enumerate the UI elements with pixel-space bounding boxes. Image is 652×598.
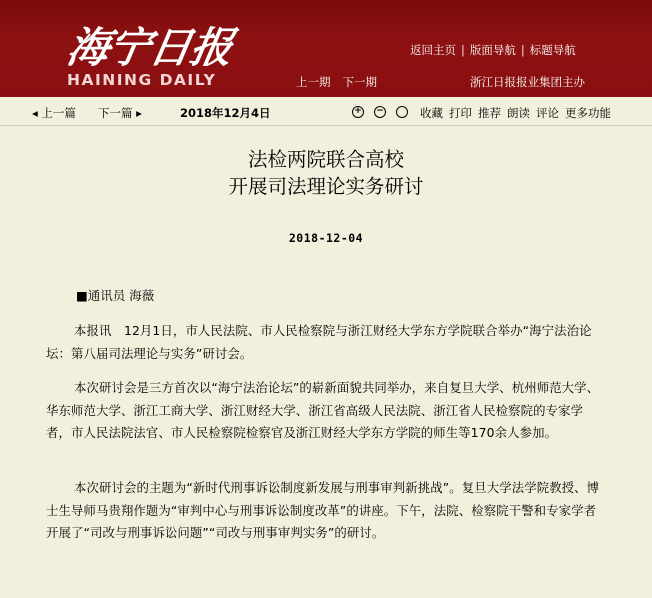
nav-separator: | — [520, 43, 525, 57]
favorite-button[interactable]: 收藏 — [420, 106, 443, 120]
zoom-out-icon[interactable]: − — [374, 106, 386, 118]
article-paragraph — [46, 377, 603, 445]
top-nav — [410, 42, 650, 58]
zoom-in-icon[interactable]: + — [352, 106, 364, 118]
nav-separator: | — [461, 43, 465, 57]
next-issue-link[interactable]: 下一期 — [342, 75, 377, 89]
title-line-2: 开展司法理论实务研讨 — [228, 175, 424, 198]
recommend-button[interactable]: 推荐 — [478, 106, 501, 120]
nav-home-link[interactable]: 返回主页 — [410, 43, 456, 57]
print-button[interactable]: 打印 — [449, 106, 472, 120]
article-paragraph — [46, 320, 603, 365]
comment-button[interactable]: 评论 — [536, 106, 559, 120]
article-title — [0, 146, 652, 200]
article-date: 2018-12-04 — [288, 231, 364, 245]
logo-chinese: 海宁日报 — [63, 22, 237, 72]
issue-date: 2018年12月4日 — [180, 106, 271, 120]
haining-daily-logo[interactable] — [0, 0, 300, 97]
article-tools — [420, 105, 611, 121]
masthead — [0, 0, 652, 97]
zoom-reset-icon[interactable] — [396, 106, 408, 118]
nav-layout-link[interactable]: 版面导航 — [469, 43, 516, 57]
paragraph-text: 本报讯 12月1日，市人民法院、市人民检察院与浙江财经大学东方学院联合举办“海宁法治论坛：第八届司法理论与实务”研讨会。 — [46, 323, 592, 361]
next-article-link[interactable]: 下一篇 ▸ — [98, 106, 142, 120]
issue-nav — [296, 74, 377, 90]
article-paragraph — [46, 477, 603, 545]
prev-article-link[interactable]: ◂ 上一篇 — [32, 106, 76, 120]
prev-issue-link[interactable]: 上一期 — [296, 75, 331, 89]
article-toolbar — [0, 97, 652, 126]
read-aloud-button[interactable]: 朗读 — [507, 106, 530, 120]
title-line-1: 法检两院联合高校 — [247, 148, 404, 171]
publisher-link[interactable]: 浙江日报报业集团主办 — [470, 75, 585, 89]
nav-titles-link[interactable]: 标题导航 — [529, 43, 576, 57]
paragraph-text: 本次研讨会是三方首次以“海宁法治论坛”的崭新面貌共同举办，来自复旦大学、杭州师范大学、华东师范大学、浙江工商大学、浙江财经大学、浙江省高级人民法院、浙江省人民检察院的专家学者，市人民法院法官、市人民检察院检察官及浙江财经大学东方学院的师生等170余人参加。 — [46, 380, 600, 441]
paragraph-text: 本次研讨会的主题为“新时代刑事诉讼制度新发展与刑事审判新挑战”。复旦大学法学院教授、博士生导师马贵翔作题为“审判中心与刑事诉讼制度改革”的讲座。下午，法院、检察院干警和专家学者开展了“司改与刑事诉讼问题”“司改与刑事审判实务”的研讨。 — [46, 480, 600, 541]
article-byline: ■通讯员 海薇 — [76, 288, 155, 303]
logo-english: HAINING DAILY — [67, 71, 217, 89]
more-functions-button[interactable]: 更多功能 — [565, 106, 611, 120]
